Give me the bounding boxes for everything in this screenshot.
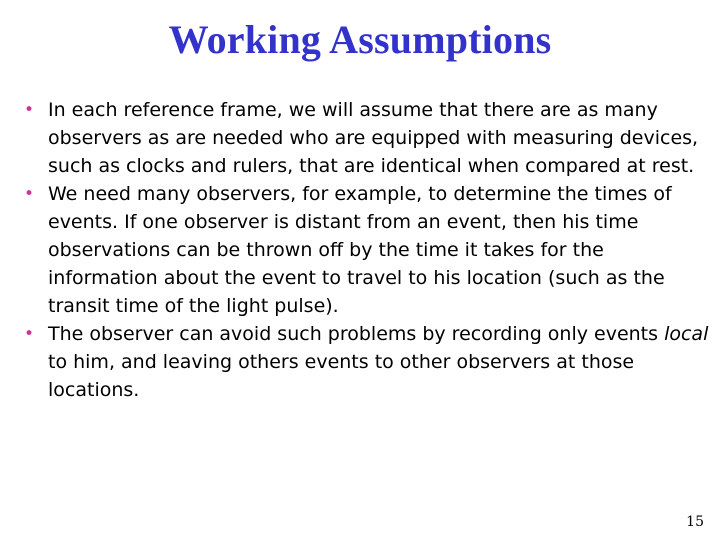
bullet-dot-icon: • [24,324,35,344]
page-number: 15 [686,514,704,530]
bullet-text [48,320,716,404]
bullet-item [24,96,716,180]
bullet-text: In each reference frame, we will assume that there are as many observers as are needed who are equipped with measuring devices, such as clocks and rulers, that are identical when compared at rest. [48,99,699,177]
bullet-text-after: to him, and leaving others events to other observers at those locations. [48,351,635,401]
slide-title: Working Assumptions [168,17,552,62]
bullet-item [24,320,716,404]
bullet-text: We need many observers, for example, to determine the times of events. If one observer is distant from an event, then his time observations can be thrown off by the time it takes for the information about the event to travel to his location (such as the transit time of the light pulse). [48,183,672,317]
bullet-dot-icon: • [24,184,35,204]
bullet-item [24,180,716,320]
bullet-dot-icon: • [24,100,35,120]
bullet-list [24,96,716,404]
bullet-text-before: The observer can avoid such problems by recording only events [48,323,665,345]
bullet-text-emphasis: local [664,323,709,345]
